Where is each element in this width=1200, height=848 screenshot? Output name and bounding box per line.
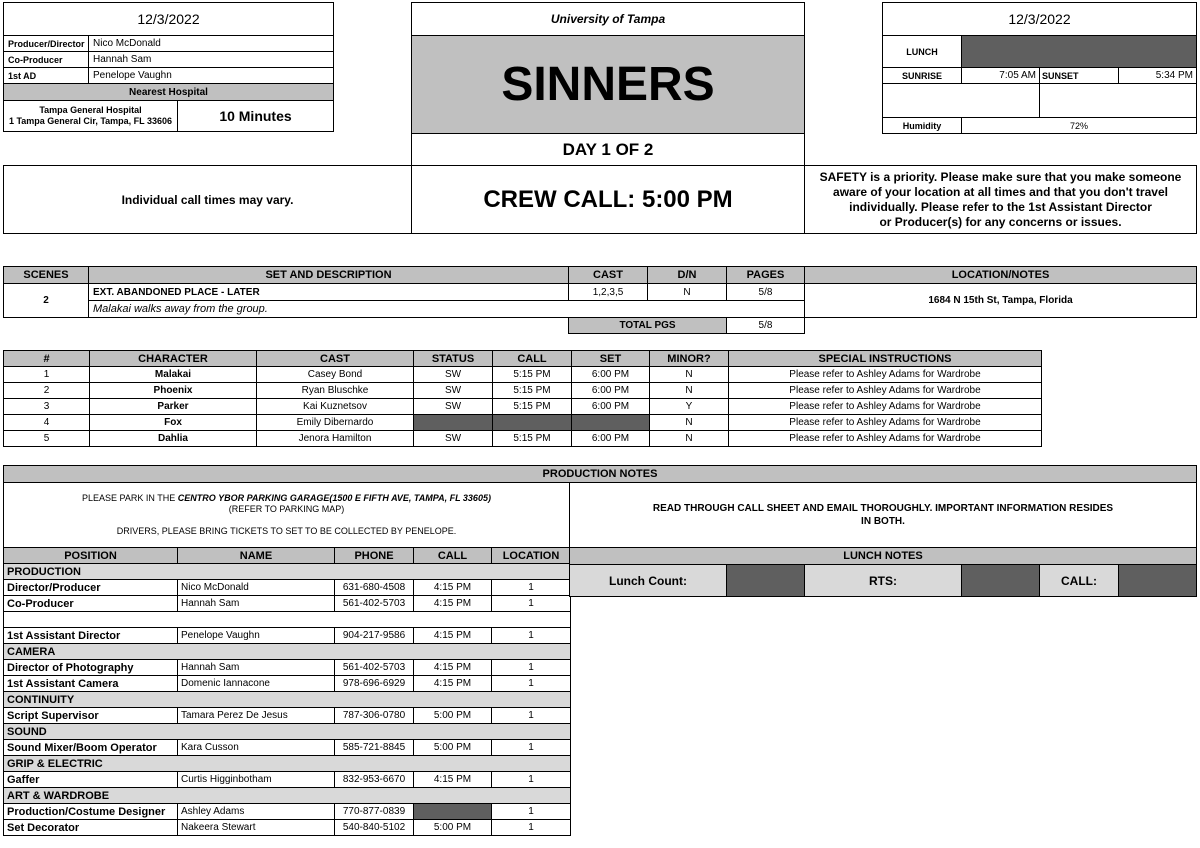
weather-empty-cell <box>882 83 1040 118</box>
crew-phone: 561-402-5703 <box>335 660 414 676</box>
crew-row <box>4 820 571 836</box>
crew-row <box>4 708 571 724</box>
crew-name: Nakeera Stewart <box>178 820 335 836</box>
crew-position: Script Supervisor <box>4 708 178 724</box>
crew-blank-row <box>4 612 571 628</box>
department-label: CAMERA <box>4 644 571 660</box>
safety-note <box>804 165 1197 234</box>
col-header: PHONE <box>335 548 414 564</box>
humidity-label: Humidity <box>882 117 962 134</box>
cast-set: 6:00 PM <box>572 399 650 415</box>
lunch-label: LUNCH <box>882 35 962 68</box>
hospital-name: Tampa General Hospital <box>39 105 142 115</box>
crew-department-row <box>4 692 571 708</box>
set-description-header: SET AND DESCRIPTION <box>88 266 569 284</box>
sunrise-time: 7:05 AM <box>961 67 1040 84</box>
col-header: SPECIAL INSTRUCTIONS <box>729 351 1042 367</box>
crew-location: 1 <box>492 708 571 724</box>
scene-cast: 1,2,3,5 <box>568 283 648 301</box>
cast-set <box>572 415 650 431</box>
scene-set: EXT. ABANDONED PLACE - LATER <box>88 283 569 301</box>
nearest-hospital-label: Nearest Hospital <box>3 83 334 101</box>
crew-department-row <box>4 788 571 804</box>
humidity-value: 72% <box>961 117 1197 134</box>
crew-department-row <box>4 724 571 740</box>
cast-num: 2 <box>4 383 90 399</box>
crew-call: 4:15 PM <box>414 628 492 644</box>
day-indicator: DAY 1 OF 2 <box>411 133 805 166</box>
crew-location: 1 <box>492 820 571 836</box>
scenes-header: SCENES <box>3 266 89 284</box>
cast-call: 5:15 PM <box>493 367 572 383</box>
crew-phone: 540-840-5102 <box>335 820 414 836</box>
crew-header-row <box>4 548 571 564</box>
lunch-time-cell <box>961 35 1197 68</box>
col-header: NAME <box>178 548 335 564</box>
crew-phone: 832-953-6670 <box>335 772 414 788</box>
parking-note <box>3 482 570 548</box>
cast-set: 6:00 PM <box>572 367 650 383</box>
cast-num: 1 <box>4 367 90 383</box>
blank-cell <box>4 612 571 628</box>
first-ad-name: Penelope Vaughn <box>88 67 334 84</box>
cast-actor: Jenora Hamilton <box>257 431 414 447</box>
cast-row <box>4 415 1042 431</box>
drivers-note: DRIVERS, PLEASE BRING TICKETS TO SET TO BE COLLECTED BY PENELOPE. <box>116 526 457 536</box>
col-header: CALL <box>414 548 492 564</box>
col-header: STATUS <box>414 351 493 367</box>
safety-line: individually. Please refer to the 1st Assistant Director <box>849 199 1152 214</box>
scene-dn: N <box>647 283 727 301</box>
parking-line <box>82 493 491 504</box>
co-producer-name: Hannah Sam <box>88 51 334 68</box>
crew-name: Domenic Iannacone <box>178 676 335 692</box>
col-header: CHARACTER <box>90 351 257 367</box>
col-header: CALL <box>493 351 572 367</box>
cast-instructions: Please refer to Ashley Adams for Wardrobe <box>729 415 1042 431</box>
cast-call: 5:15 PM <box>493 383 572 399</box>
cast-row <box>4 431 1042 447</box>
crew-call: 5:00 PM <box>414 740 492 756</box>
location-notes-header: LOCATION/NOTES <box>804 266 1197 284</box>
cast-set: 6:00 PM <box>572 383 650 399</box>
crew-call: 4:15 PM <box>414 596 492 612</box>
read-through-line: IN BOTH. <box>861 516 905 527</box>
crew-phone: 585-721-8845 <box>335 740 414 756</box>
crew-call: 4:15 PM <box>414 772 492 788</box>
department-label: SOUND <box>4 724 571 740</box>
weather-empty-cell <box>1039 83 1197 118</box>
co-producer-label: Co-Producer <box>3 51 89 68</box>
total-pages-value: 5/8 <box>726 317 805 334</box>
crew-name: Nico McDonald <box>178 580 335 596</box>
lunch-count-value <box>726 564 805 597</box>
crew-position: Gaffer <box>4 772 178 788</box>
crew-row <box>4 676 571 692</box>
cast-minor: N <box>650 415 729 431</box>
cast-call: 5:15 PM <box>493 399 572 415</box>
crew-location: 1 <box>492 676 571 692</box>
read-through-note <box>569 482 1197 548</box>
parking-prefix: PLEASE PARK IN THE <box>82 493 178 503</box>
crew-name: Kara Cusson <box>178 740 335 756</box>
col-header: # <box>4 351 90 367</box>
crew-row <box>4 596 571 612</box>
col-header: SET <box>572 351 650 367</box>
cast-actor: Kai Kuznetsov <box>257 399 414 415</box>
cast-instructions: Please refer to Ashley Adams for Wardrobe <box>729 399 1042 415</box>
call-times-note: Individual call times may vary. <box>3 165 412 234</box>
cast-call: 5:15 PM <box>493 431 572 447</box>
crew-position: Co-Producer <box>4 596 178 612</box>
crew-name: Ashley Adams <box>178 804 335 820</box>
crew-department-row <box>4 564 571 580</box>
cast-character: Fox <box>90 415 257 431</box>
cast-call <box>493 415 572 431</box>
sunset-time: 5:34 PM <box>1118 67 1197 84</box>
cast-character: Dahlia <box>90 431 257 447</box>
crew-row <box>4 660 571 676</box>
crew-call: 4:15 PM <box>414 676 492 692</box>
cast-row <box>4 367 1042 383</box>
production-title: SINNERS <box>411 35 805 134</box>
safety-line: aware of your location at all times and that you don't travel <box>833 184 1168 199</box>
col-header: POSITION <box>4 548 178 564</box>
crew-call: 5:00 PM <box>414 820 492 836</box>
cast-minor: N <box>650 383 729 399</box>
crew-location: 1 <box>492 740 571 756</box>
crew-row <box>4 580 571 596</box>
rts-label: RTS: <box>804 564 962 597</box>
crew-position: 1st Assistant Director <box>4 628 178 644</box>
crew-table <box>3 547 571 836</box>
school-name: University of Tampa <box>411 2 805 36</box>
cast-header-row <box>4 351 1042 367</box>
rts-value <box>961 564 1040 597</box>
crew-position: Director/Producer <box>4 580 178 596</box>
sunrise-label: SUNRISE <box>882 67 962 84</box>
cast-status: SW <box>414 383 493 399</box>
scene-description: Malakai walks away from the group. <box>88 300 805 318</box>
read-through-line: READ THROUGH CALL SHEET AND EMAIL THOROUGHLY. IMPORTANT INFORMATION RESIDES <box>652 503 1114 514</box>
hospital-address: 1 Tampa General Cir, Tampa, FL 33606 <box>8 116 173 126</box>
cast-status: SW <box>414 431 493 447</box>
dn-header: D/N <box>647 266 727 284</box>
crew-department-row <box>4 644 571 660</box>
parking-map-note: (REFER TO PARKING MAP) <box>228 504 345 514</box>
producer-director-name: Nico McDonald <box>88 35 334 52</box>
lunch-count-label: Lunch Count: <box>569 564 727 597</box>
left-date: 12/3/2022 <box>3 2 334 36</box>
crew-phone: 561-402-5703 <box>335 596 414 612</box>
scene-pages: 5/8 <box>726 283 805 301</box>
cast-table <box>3 350 1042 447</box>
cast-status: SW <box>414 367 493 383</box>
cast-actor: Emily Dibernardo <box>257 415 414 431</box>
crew-row <box>4 740 571 756</box>
cast-actor: Casey Bond <box>257 367 414 383</box>
hospital-distance: 10 Minutes <box>177 100 334 132</box>
crew-phone: 770-877-0839 <box>335 804 414 820</box>
crew-row <box>4 628 571 644</box>
lunch-call-value <box>1118 564 1197 597</box>
producer-director-label: Producer/Director <box>3 35 89 52</box>
total-pages-label: TOTAL PGS <box>568 317 727 334</box>
cast-header: CAST <box>568 266 648 284</box>
safety-line: or Producer(s) for any concerns or issues. <box>879 214 1122 229</box>
safety-line: SAFETY is a priority. Please make sure that you make someone <box>819 169 1182 184</box>
cast-character: Parker <box>90 399 257 415</box>
crew-location: 1 <box>492 660 571 676</box>
crew-location: 1 <box>492 772 571 788</box>
scene-location: 1684 N 15th St, Tampa, Florida <box>804 283 1197 318</box>
crew-phone: 631-680-4508 <box>335 580 414 596</box>
col-header: CAST <box>257 351 414 367</box>
department-label: ART & WARDROBE <box>4 788 571 804</box>
cast-num: 4 <box>4 415 90 431</box>
cast-row <box>4 399 1042 415</box>
crew-location: 1 <box>492 628 571 644</box>
crew-name: Hannah Sam <box>178 596 335 612</box>
cast-num: 3 <box>4 399 90 415</box>
crew-location: 1 <box>492 804 571 820</box>
scene-number: 2 <box>3 283 89 318</box>
crew-position: Director of Photography <box>4 660 178 676</box>
cast-status <box>414 415 493 431</box>
col-header: MINOR? <box>650 351 729 367</box>
lunch-call-label: CALL: <box>1039 564 1119 597</box>
crew-location: 1 <box>492 596 571 612</box>
crew-call: 4:15 PM <box>414 580 492 596</box>
cast-instructions: Please refer to Ashley Adams for Wardrobe <box>729 367 1042 383</box>
hospital-info <box>3 100 178 132</box>
cast-num: 5 <box>4 431 90 447</box>
crew-name: Curtis Higginbotham <box>178 772 335 788</box>
cast-actor: Ryan Bluschke <box>257 383 414 399</box>
crew-call <box>414 804 492 820</box>
department-label: CONTINUITY <box>4 692 571 708</box>
cast-character: Malakai <box>90 367 257 383</box>
crew-call: 5:00 PM <box>414 708 492 724</box>
crew-position: Production/Costume Designer <box>4 804 178 820</box>
crew-name: Hannah Sam <box>178 660 335 676</box>
production-notes-title: PRODUCTION NOTES <box>3 465 1197 483</box>
crew-call: 4:15 PM <box>414 660 492 676</box>
crew-call: CREW CALL: 5:00 PM <box>411 165 805 234</box>
cast-set: 6:00 PM <box>572 431 650 447</box>
crew-position: 1st Assistant Camera <box>4 676 178 692</box>
crew-row <box>4 772 571 788</box>
crew-location: 1 <box>492 580 571 596</box>
cast-character: Phoenix <box>90 383 257 399</box>
cast-minor: N <box>650 431 729 447</box>
crew-phone: 904-217-9586 <box>335 628 414 644</box>
sunset-label: SUNSET <box>1039 67 1119 84</box>
cast-minor: Y <box>650 399 729 415</box>
pages-header: PAGES <box>726 266 805 284</box>
cast-minor: N <box>650 367 729 383</box>
crew-phone: 978-696-6929 <box>335 676 414 692</box>
cast-row <box>4 383 1042 399</box>
cast-instructions: Please refer to Ashley Adams for Wardrobe <box>729 431 1042 447</box>
cast-instructions: Please refer to Ashley Adams for Wardrobe <box>729 383 1042 399</box>
crew-department-row <box>4 756 571 772</box>
department-label: GRIP & ELECTRIC <box>4 756 571 772</box>
crew-row <box>4 804 571 820</box>
crew-name: Penelope Vaughn <box>178 628 335 644</box>
crew-position: Sound Mixer/Boom Operator <box>4 740 178 756</box>
cast-status: SW <box>414 399 493 415</box>
lunch-notes-title: LUNCH NOTES <box>569 547 1197 565</box>
department-label: PRODUCTION <box>4 564 571 580</box>
right-date: 12/3/2022 <box>882 2 1197 36</box>
col-header: LOCATION <box>492 548 571 564</box>
first-ad-label: 1st AD <box>3 67 89 84</box>
parking-location: CENTRO YBOR PARKING GARAGE(1500 E FIFTH AVE, TAMPA, FL 33605) <box>177 493 491 503</box>
crew-phone: 787-306-0780 <box>335 708 414 724</box>
crew-name: Tamara Perez De Jesus <box>178 708 335 724</box>
crew-position: Set Decorator <box>4 820 178 836</box>
